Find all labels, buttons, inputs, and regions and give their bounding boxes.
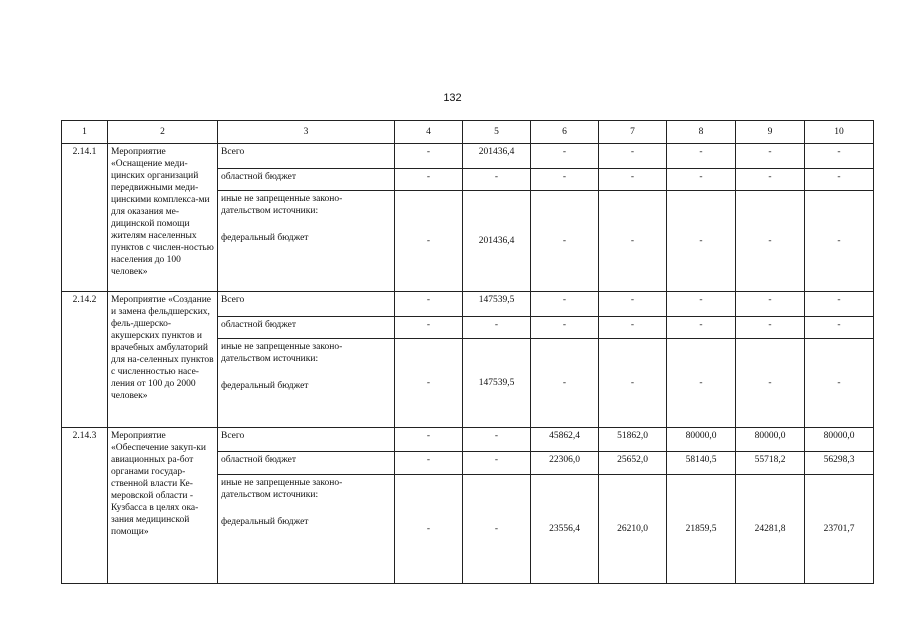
value-cell: - bbox=[531, 144, 599, 168]
measure-name: Мероприятие «Обеспечение закуп-ки авиационных ра-бот органами государ-ственной власти Ке-меровской области - Кузбасса в целях ока-зания медицинской помощи» bbox=[108, 427, 218, 583]
value-cell: - bbox=[805, 144, 874, 168]
value-cell: - bbox=[805, 168, 874, 190]
value-cell: - bbox=[395, 168, 463, 190]
column-header: 5 bbox=[463, 121, 531, 144]
table-body bbox=[62, 121, 874, 584]
value-cell: - bbox=[736, 338, 805, 427]
funding-source bbox=[218, 190, 395, 291]
funding-source-label: иные не запрещенные законо-дательством источники: bbox=[221, 193, 343, 216]
value-cell: 147539,5 bbox=[463, 338, 531, 427]
value-cell: - bbox=[667, 316, 736, 338]
value-cell: 45862,4 bbox=[531, 427, 599, 451]
funding-source-label: иные не запрещенные законо-дательством источники: bbox=[221, 341, 343, 364]
table-row bbox=[62, 427, 874, 451]
value-cell: - bbox=[531, 168, 599, 190]
funding-source: областной бюджет bbox=[218, 168, 395, 190]
measure-code: 2.14.2 bbox=[62, 292, 108, 428]
value-cell: 201436,4 bbox=[463, 190, 531, 291]
measure-code: 2.14.3 bbox=[62, 427, 108, 583]
value-cell: - bbox=[395, 292, 463, 316]
value-cell: - bbox=[395, 144, 463, 168]
value-cell: 55718,2 bbox=[736, 452, 805, 474]
column-header: 4 bbox=[395, 121, 463, 144]
value-cell: 23556,4 bbox=[531, 474, 599, 583]
value-cell: - bbox=[599, 338, 667, 427]
value-cell: - bbox=[395, 474, 463, 583]
column-header: 7 bbox=[599, 121, 667, 144]
funding-source-sublabel: федеральный бюджет bbox=[221, 380, 309, 391]
funding-source: областной бюджет bbox=[218, 452, 395, 474]
funding-source-sublabel: федеральный бюджет bbox=[221, 232, 309, 243]
value-cell: - bbox=[463, 168, 531, 190]
column-header: 3 bbox=[218, 121, 395, 144]
value-cell: - bbox=[599, 190, 667, 291]
value-cell: - bbox=[667, 190, 736, 291]
value-cell: 24281,8 bbox=[736, 474, 805, 583]
measure-name: Мероприятие «Создание и замена фельдшерских, фель-дшерско-акушерских пунктов и врачебных амбулаторий для на-селенных пунктов с численностью насе-ления от 100 до 2000 человек» bbox=[108, 292, 218, 428]
value-cell: - bbox=[463, 474, 531, 583]
value-cell: - bbox=[395, 452, 463, 474]
funding-source: областной бюджет bbox=[218, 316, 395, 338]
funding-source: Всего bbox=[218, 292, 395, 316]
value-cell: 25652,0 bbox=[599, 452, 667, 474]
measure-code: 2.14.1 bbox=[62, 144, 108, 292]
funding-source bbox=[218, 338, 395, 427]
value-cell: - bbox=[531, 316, 599, 338]
funding-source-sublabel: федеральный бюджет bbox=[221, 516, 309, 527]
value-cell: - bbox=[736, 190, 805, 291]
value-cell: 80000,0 bbox=[736, 427, 805, 451]
value-cell: - bbox=[667, 338, 736, 427]
value-cell: 22306,0 bbox=[531, 452, 599, 474]
value-cell: - bbox=[463, 427, 531, 451]
budget-table bbox=[61, 120, 874, 584]
column-header: 6 bbox=[531, 121, 599, 144]
table-row bbox=[62, 144, 874, 168]
value-cell: 51862,0 bbox=[599, 427, 667, 451]
value-cell: 56298,3 bbox=[805, 452, 874, 474]
value-cell: - bbox=[531, 190, 599, 291]
value-cell: - bbox=[805, 316, 874, 338]
value-cell: - bbox=[395, 316, 463, 338]
value-cell: 23701,7 bbox=[805, 474, 874, 583]
value-cell: - bbox=[599, 168, 667, 190]
column-header: 2 bbox=[108, 121, 218, 144]
table-row bbox=[62, 292, 874, 316]
funding-source-label: иные не запрещенные законо-дательством источники: bbox=[221, 477, 343, 500]
value-cell: 80000,0 bbox=[667, 427, 736, 451]
column-header-row bbox=[62, 121, 874, 144]
value-cell: - bbox=[736, 144, 805, 168]
value-cell: - bbox=[531, 338, 599, 427]
value-cell: - bbox=[531, 292, 599, 316]
value-cell: 201436,4 bbox=[463, 144, 531, 168]
value-cell: - bbox=[395, 190, 463, 291]
value-cell: - bbox=[667, 168, 736, 190]
column-header: 8 bbox=[667, 121, 736, 144]
funding-source: Всего bbox=[218, 144, 395, 168]
value-cell: - bbox=[736, 292, 805, 316]
value-cell: 26210,0 bbox=[599, 474, 667, 583]
page-number: 132 bbox=[443, 92, 462, 104]
value-cell: 21859,5 bbox=[667, 474, 736, 583]
measure-name: Мероприятие «Оснащение меди-цинских организаций передвижными меди-цинскими комплекса-ми для оказания ме-дицинской помощи жителям населенных пунктов с числен-ностью населения до 100 человек» bbox=[108, 144, 218, 292]
value-cell: 147539,5 bbox=[463, 292, 531, 316]
column-header: 9 bbox=[736, 121, 805, 144]
value-cell: - bbox=[463, 316, 531, 338]
value-cell: - bbox=[736, 168, 805, 190]
value-cell: - bbox=[736, 316, 805, 338]
value-cell: - bbox=[667, 292, 736, 316]
funding-source bbox=[218, 474, 395, 583]
value-cell: - bbox=[395, 338, 463, 427]
column-header: 10 bbox=[805, 121, 874, 144]
funding-source: Всего bbox=[218, 427, 395, 451]
value-cell: - bbox=[805, 190, 874, 291]
value-cell: - bbox=[599, 292, 667, 316]
value-cell: - bbox=[667, 144, 736, 168]
value-cell: - bbox=[805, 338, 874, 427]
value-cell: - bbox=[463, 452, 531, 474]
value-cell: - bbox=[599, 316, 667, 338]
value-cell: 80000,0 bbox=[805, 427, 874, 451]
value-cell: - bbox=[599, 144, 667, 168]
value-cell: - bbox=[805, 292, 874, 316]
column-header: 1 bbox=[62, 121, 108, 144]
value-cell: 58140,5 bbox=[667, 452, 736, 474]
value-cell: - bbox=[395, 427, 463, 451]
